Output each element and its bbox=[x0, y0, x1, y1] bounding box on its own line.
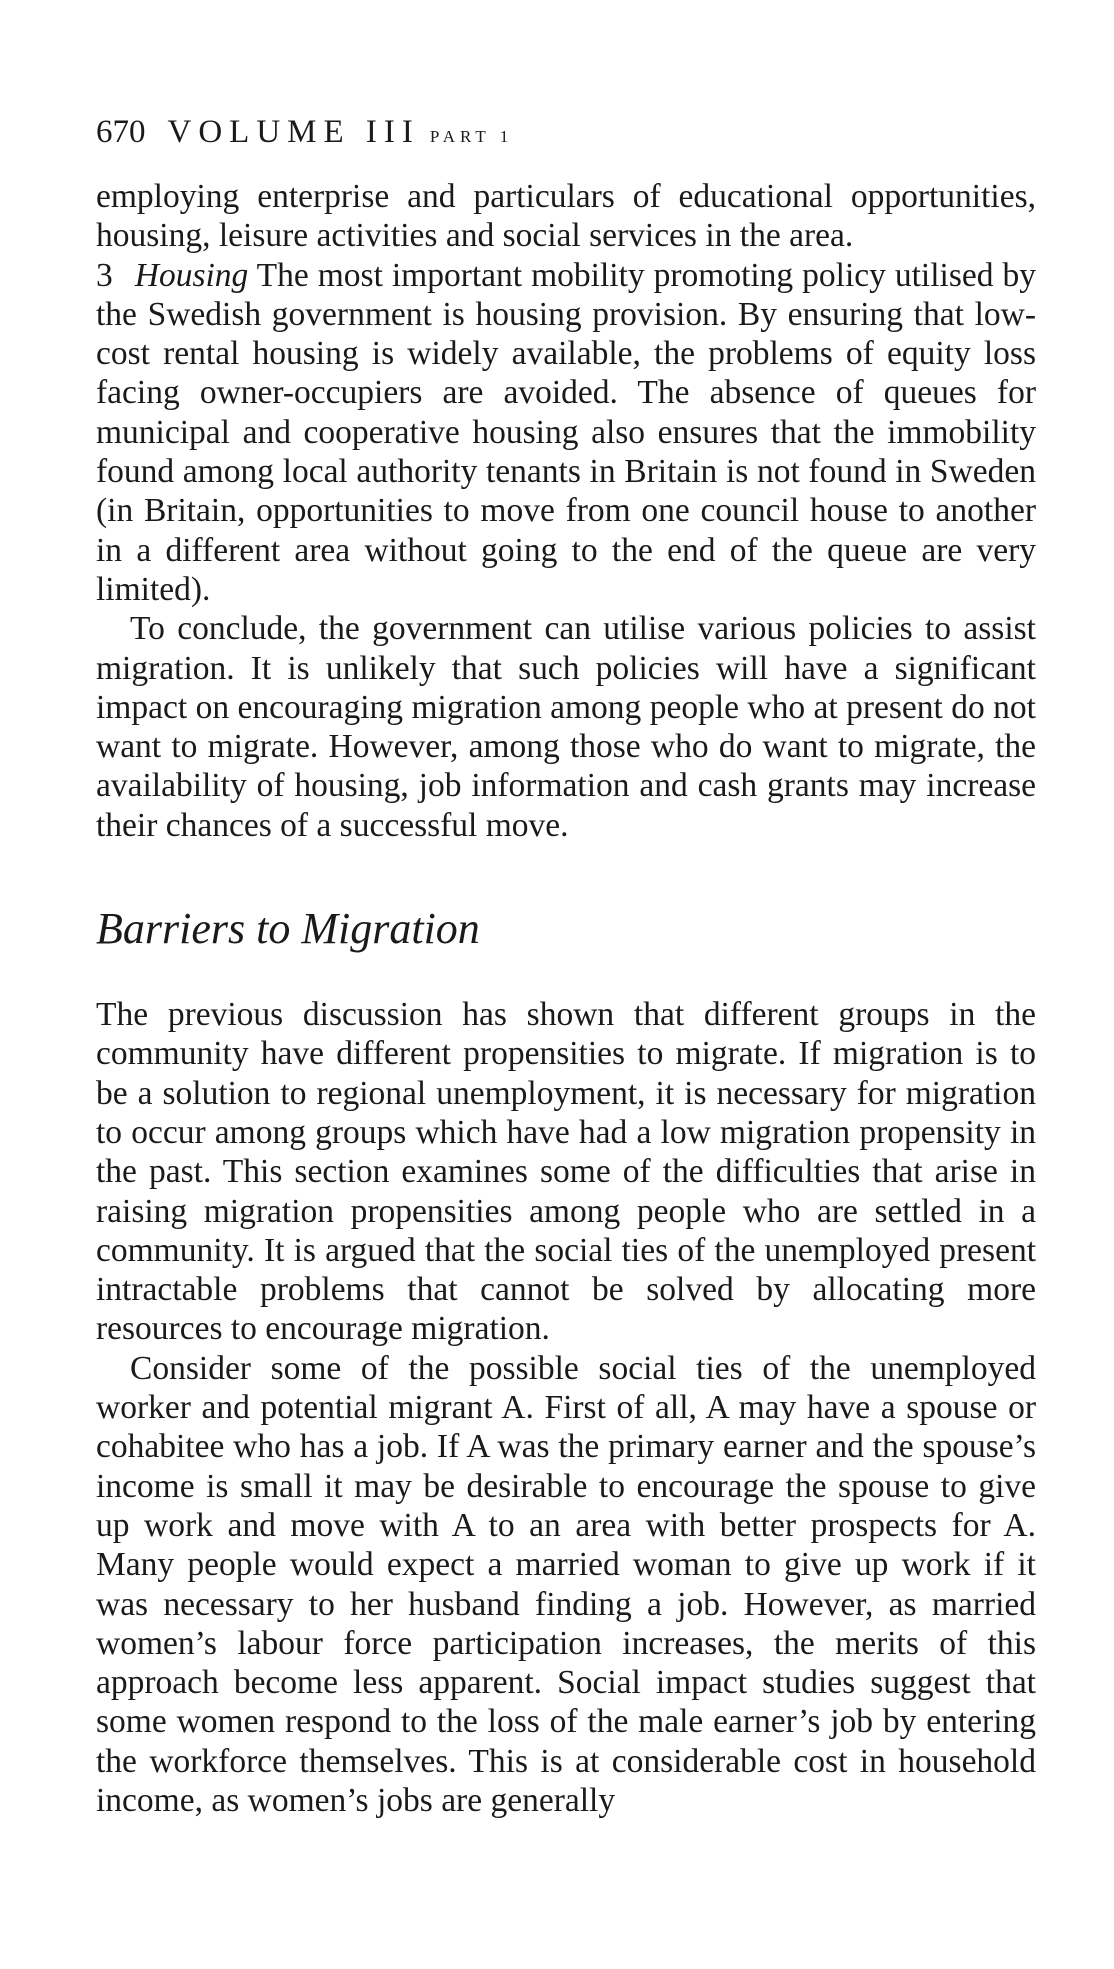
list-text: The most important mobility promoting policy utilised by the Swedish government is housing provision. By ensuring that low-cost rental housing is widely available, the problems of equity loss facing owner-occupiers are avoided. The absence of queues for municipal and cooperative housing also ensures that the immobility found among local authority tenants in Britain is not found in Sweden (in Britain, opportunities to move from one council house to another in a different area without going to the end of the queue are very limited). bbox=[96, 256, 1036, 608]
paragraph-housing bbox=[96, 256, 1036, 610]
section-heading: Barriers to Migration bbox=[96, 904, 480, 954]
book-page bbox=[96, 112, 1036, 1820]
paragraph-barriers-intro: The previous discussion has shown that different groups in the community have different propensities to migrate. If migration is to be a solution to regional unemployment, it is necessary for migration to occur among groups which have had a low migration propensity in the past. This section examines some of the difficulties that arise in raising migration propensities among people who are settled in a community. It is argued that the social ties of the unemployed present intractable problems that cannot be solved by allocating more resources to encourage migration. bbox=[96, 996, 1036, 1348]
list-term: Housing bbox=[134, 256, 249, 294]
page-number: 670 bbox=[96, 114, 146, 150]
list-number: 3 bbox=[96, 256, 113, 294]
paragraph-continued: employing enterprise and particulars of educational opportunities, housing, leisure activities and social services in the area. bbox=[96, 178, 1036, 255]
paragraph-social-ties: Consider some of the possible social ties of the unemployed worker and potential migrant A. First of all, A may have a spouse or cohabitee who has a job. If A was the primary earner and the spouse’s income is small it may be desirable to encourage the spouse to give up work and move with A to an area with better prospects for A. Many people would expect a married woman to give up work if it was necessary to her husband finding a job. However, as married women’s labour force participation increases, the merits of this approach become less apparent. Social impact studies suggest that some women respond to the loss of the male earner’s job by entering the workforce themselves. This is at considerable cost in household income, as women’s jobs are generally bbox=[96, 1349, 1036, 1819]
volume-label: VOLUME III bbox=[167, 114, 420, 150]
part-label: PART 1 bbox=[429, 127, 514, 146]
paragraph-conclusion: To conclude, the government can utilise various policies to assist migration. It is unlikely that such policies will have a significant impact on encouraging migration among people who at present do not want to migrate. However, among those who do want to migrate, the availability of housing, job information and cash grants may increase their chances of a successful move. bbox=[96, 610, 1036, 844]
running-head bbox=[96, 112, 1036, 157]
